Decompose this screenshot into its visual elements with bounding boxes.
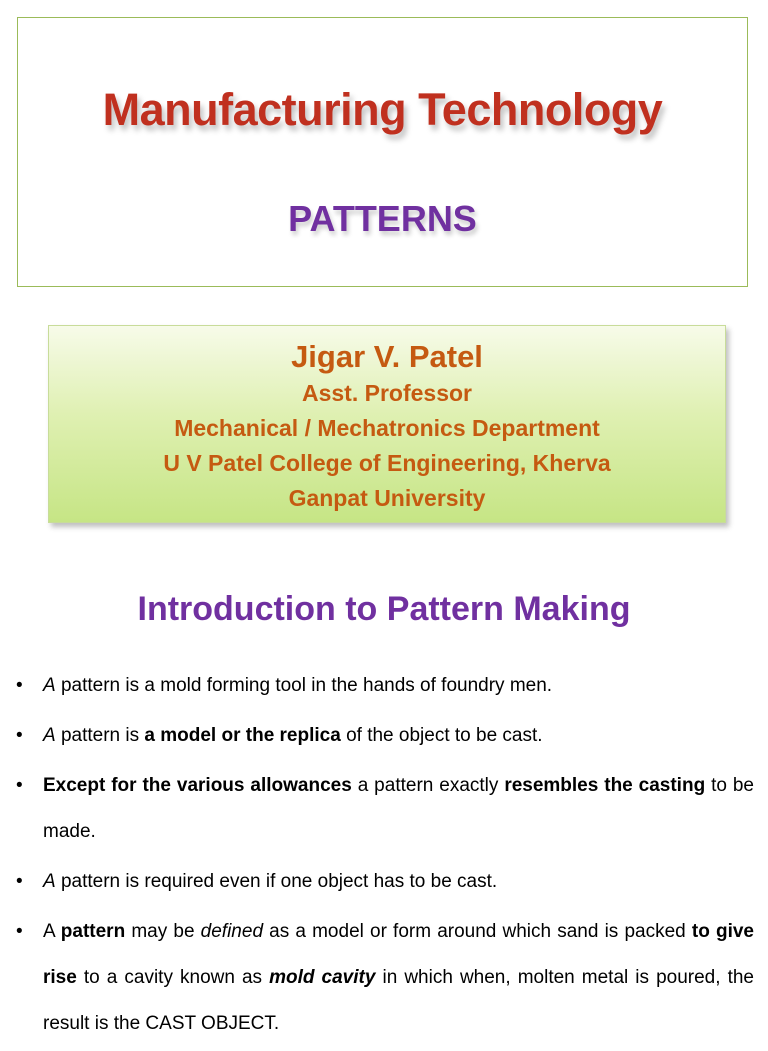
- list-item: • A pattern is a mold forming tool in the hands of foundry men.: [0, 663, 768, 709]
- title-slide-box: [17, 17, 748, 287]
- author-position: Asst. Professor: [301, 380, 472, 406]
- bullet-icon: •: [16, 675, 23, 696]
- list-item: • A pattern is required even if one object has to be cast.: [0, 859, 768, 905]
- author-university: Ganpat University: [288, 485, 486, 511]
- author-name: Jigar V. Patel: [291, 339, 483, 374]
- author-college: U V Patel College of Engineering, Kherva: [163, 450, 611, 476]
- list-item: • Except for the various allowances a pattern exactly resembles the casting to be made.: [0, 763, 768, 855]
- bullet-icon: •: [16, 921, 23, 942]
- list-item: • A pattern may be defined as a model or form around which sand is packed to give rise to a cavity known as mold cavity in which when, molten metal is poured, the result is the CAST OBJECT.: [0, 909, 768, 1047]
- list-item: • A pattern is a model or the replica of the object to be cast.: [0, 713, 768, 759]
- bullet-list: [0, 663, 768, 1051]
- author-department: Mechanical / Mechatronics Department: [174, 415, 600, 441]
- author-info-box: [48, 325, 726, 523]
- main-title: Manufacturing Technology: [102, 84, 663, 135]
- section-title: Introduction to Pattern Making: [137, 590, 631, 628]
- bullet-icon: •: [16, 871, 23, 892]
- bullet-icon: •: [16, 775, 23, 796]
- subtitle: PATTERNS: [288, 198, 477, 239]
- bullet-icon: •: [16, 725, 23, 746]
